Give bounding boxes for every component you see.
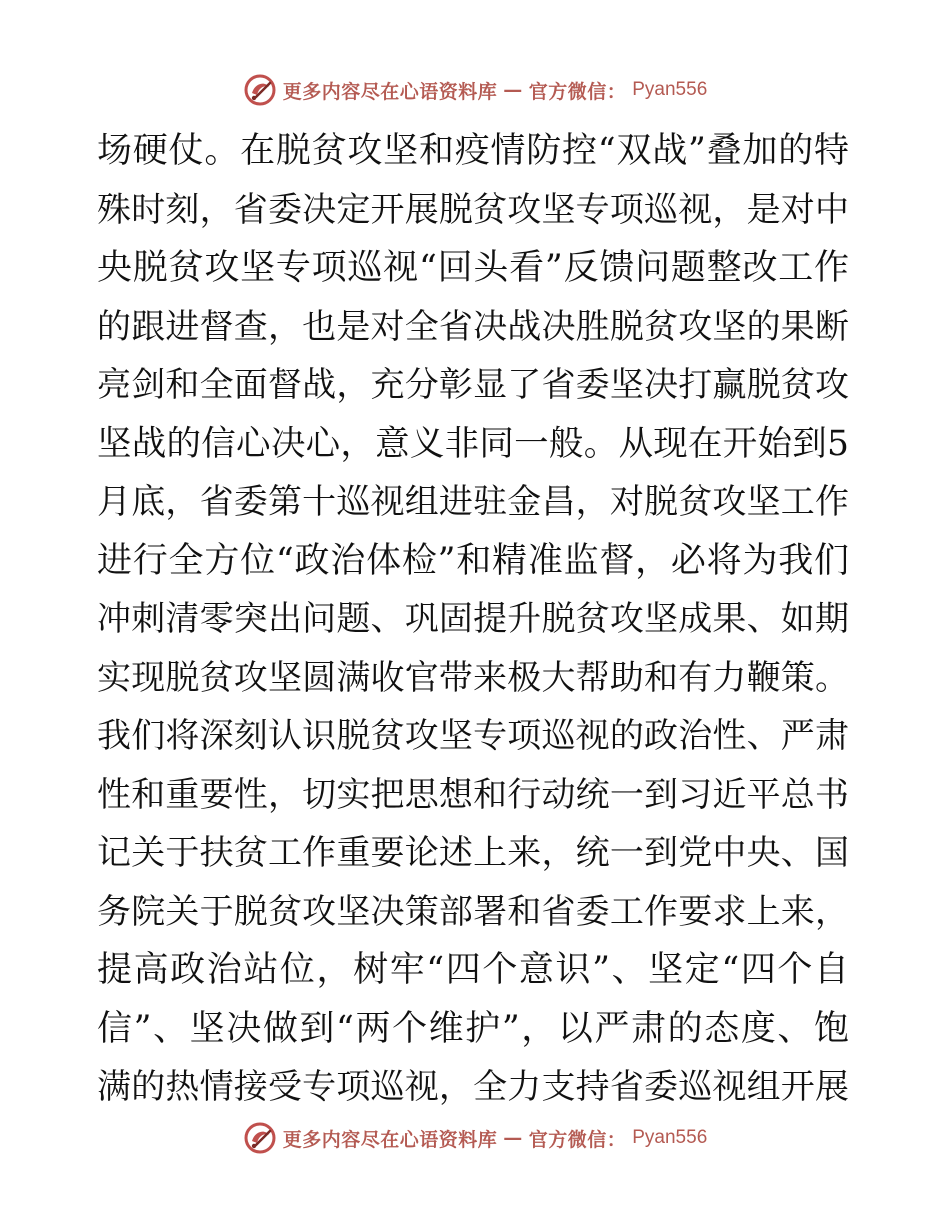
text-line: 亮剑和全面督战，充分彰显了省委坚决打赢脱贫攻	[97, 365, 849, 405]
text-line: 满的热情接受专项巡视，全力支持省委巡视组开展	[97, 1067, 849, 1107]
watermark-main-text: 更多内容尽在心语资料库	[282, 80, 498, 103]
watermark-dash: —	[503, 79, 523, 101]
text-line: 记关于扶贫工作重要论述上来，统一到党中央、国	[97, 833, 849, 873]
text-line: 实现脱贫攻坚圆满收官带来极大帮助和有力鞭策。	[97, 657, 849, 698]
text-line: 提高政治站位，树牢“四个意识”、坚定“四个自	[97, 950, 849, 990]
watermark-main-text: 更多内容尽在心语资料库	[282, 1128, 498, 1151]
text-line: 场硬仗。在脱贫攻坚和疫情防控“双战”叠加的特	[97, 131, 849, 171]
watermark-handle: Pyan556	[632, 1127, 708, 1148]
text-line: 进行全方位“政治体检”和精准监督，必将为我们	[97, 540, 849, 581]
body-paragraph	[97, 122, 849, 1117]
watermark-wechat-label: 官方微信：	[528, 1128, 627, 1151]
text-line: 性和重要性，切实把思想和行动统一到习近平总书	[97, 774, 849, 815]
text-line: 月底，省委第十巡视组进驻金昌，对脱贫攻坚工作	[97, 482, 849, 522]
footer-watermark	[0, 1118, 950, 1158]
header-watermark	[0, 70, 950, 110]
watermark-handle: Pyan556	[632, 79, 708, 100]
text-line: 坚战的信心决心，意义非同一般。从现在开始到5	[97, 423, 849, 464]
watermark-wechat-label: 官方微信：	[528, 80, 627, 103]
text-line: 的跟进督查，也是对全省决战决胜脱贫攻坚的果断	[97, 306, 849, 347]
text-line: 信”、坚决做到“两个维护”，以严肃的态度、饱	[97, 1008, 849, 1049]
red-swirl-logo-icon	[243, 73, 277, 107]
watermark-dash: —	[503, 1127, 523, 1149]
red-swirl-logo-icon	[243, 1121, 277, 1155]
text-line: 殊时刻，省委决定开展脱贫攻坚专项巡视，是对中	[97, 189, 849, 230]
text-line: 我们将深刻认识脱贫攻坚专项巡视的政治性、严肃	[97, 716, 849, 756]
text-line: 冲刺清零突出问题、巩固提升脱贫攻坚成果、如期	[97, 599, 849, 639]
text-line: 务院关于脱贫攻坚决策部署和省委工作要求上来，	[97, 891, 849, 932]
text-line: 央脱贫攻坚专项巡视“回头看”反馈问题整改工作	[97, 248, 849, 288]
